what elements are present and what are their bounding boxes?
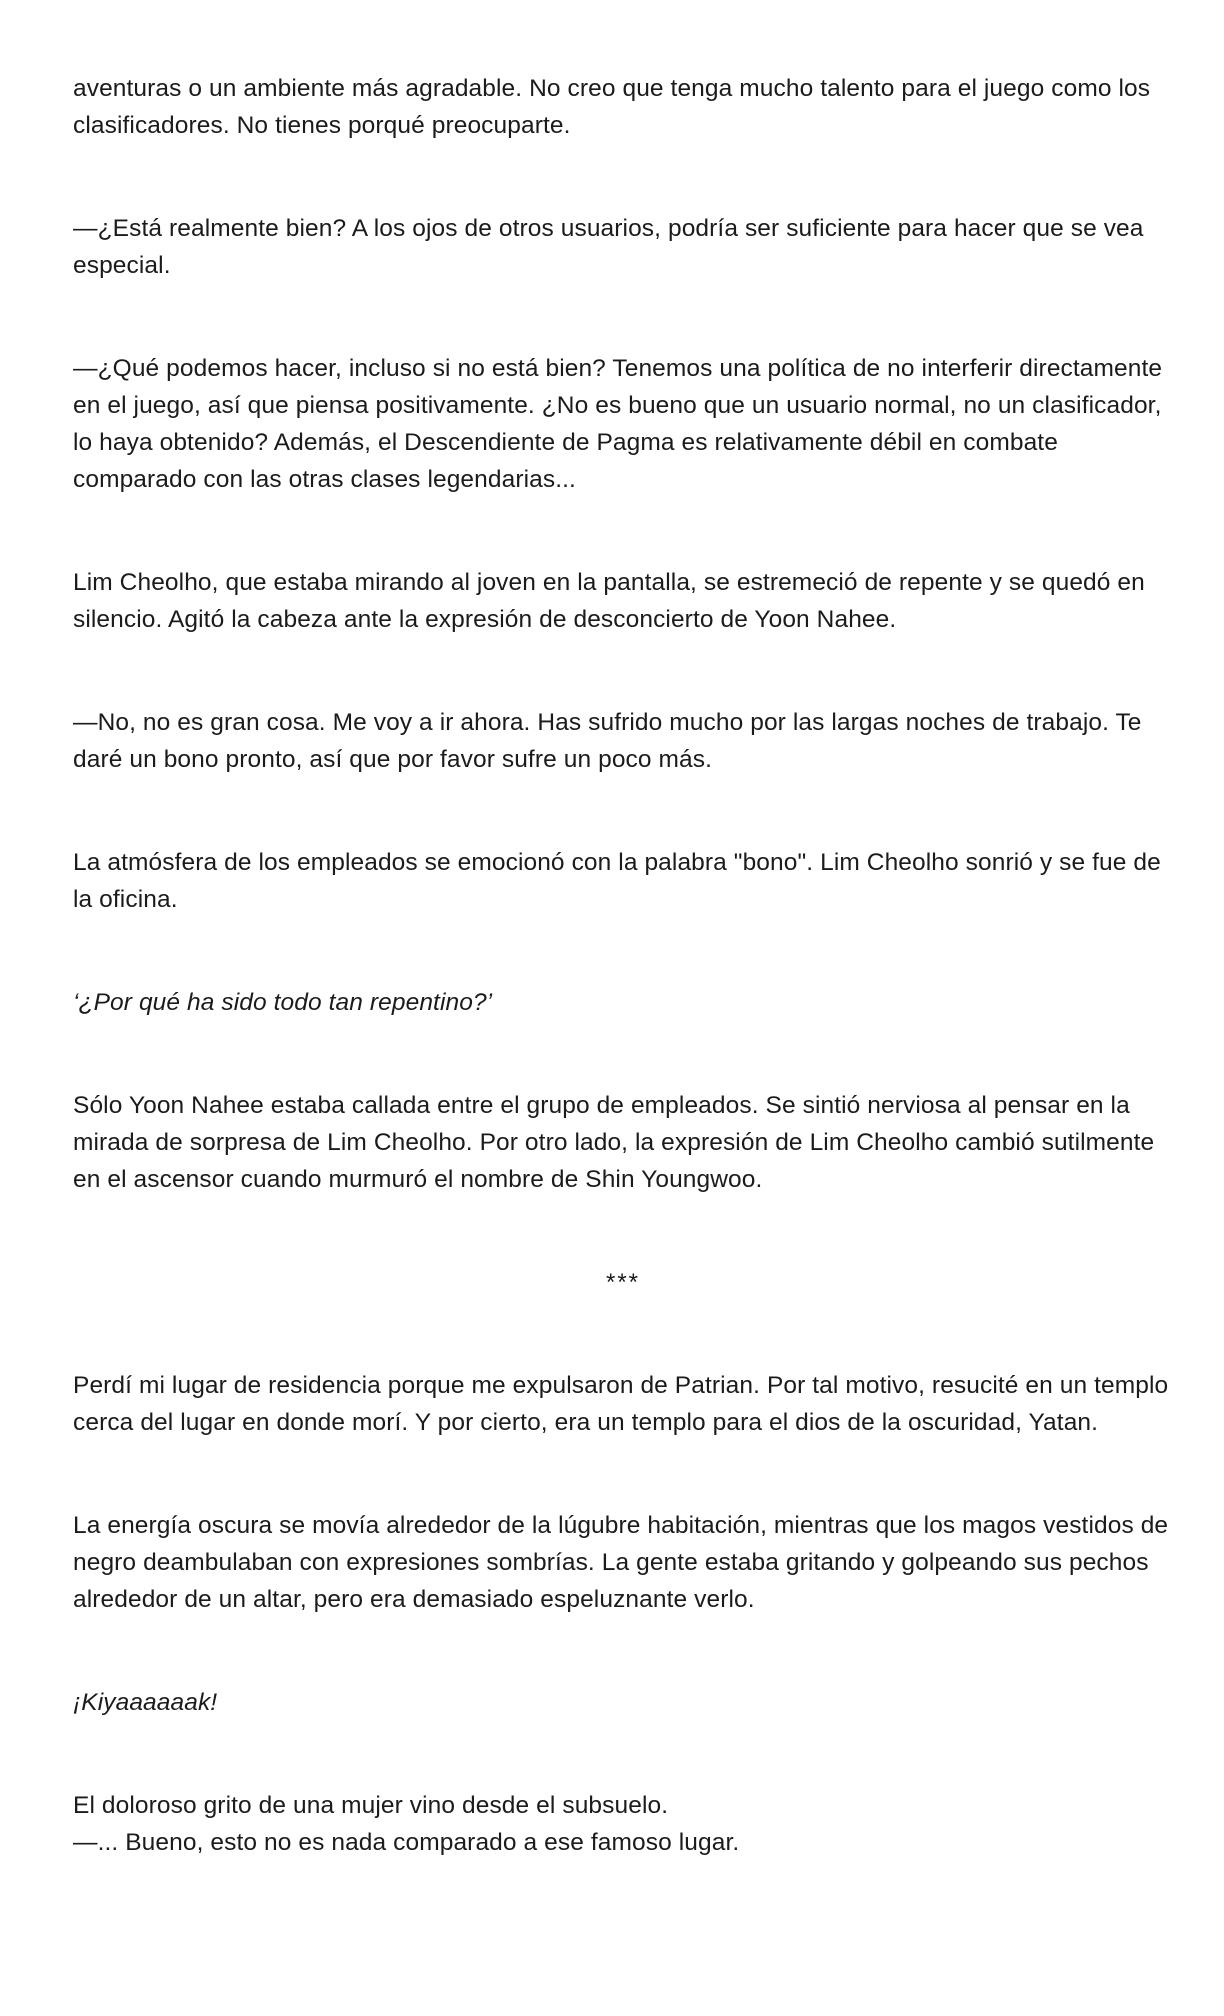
paragraph: aventuras o un ambiente más agradable. No creo que tenga mucho talento para el juego como los clasificadores. No tienes porqué preocuparte. — [73, 75, 1151, 139]
paragraph: La atmósfera de los empleados se emocionó con la palabra "bono". Lim Cheolho sonrió y se fue de la oficina. — [73, 849, 1161, 913]
paragraph: La energía oscura se movía alrededor de la lúgubre habitación, mientras que los magos vestidos de negro deambulaban con expresiones sombrías. La gente estaba gritando y golpeando sus pechos alrededor de un altar, pero era demasiado espeluznante verlo. — [73, 1512, 1169, 1613]
document-page — [73, 70, 1173, 1861]
paragraph: —... Bueno, esto no es nada comparado a ese famoso lugar. — [73, 1829, 740, 1856]
paragraph: Lim Cheolho, que estaba mirando al joven en la pantalla, se estremeció de repente y se quedó en silencio. Agitó la cabeza ante la expresión de desconcierto de Yoon Nahee. — [73, 569, 1145, 633]
section-separator: *** — [605, 1269, 641, 1296]
paragraph: —¿Qué podemos hacer, incluso si no está bien? Tenemos una política de no interferir directamente en el juego, así que piensa positivamente. ¿No es bueno que un usuario normal, no un clasificador, lo haya obtenido? Además, el Descendiente de Pagma es relativamente débil en combate comparado con las otras clases legendarias... — [73, 355, 1163, 493]
paragraph: Sólo Yoon Nahee estaba callada entre el grupo de empleados. Se sintió nerviosa al pensar en la mirada de sorpresa de Lim Cheolho. Por otro lado, la expresión de Lim Cheolho cambió sutilmente en el ascensor cuando murmuró el nombre de Shin Youngwoo. — [73, 1092, 1155, 1193]
paragraph: Perdí mi lugar de residencia porque me expulsaron de Patrian. Por tal motivo, resucité en un templo cerca del lugar en donde morí. Y por cierto, era un templo para el dios de la oscuridad, Yatan. — [73, 1372, 1169, 1436]
paragraph: El doloroso grito de una mujer vino desde el subsuelo. — [73, 1792, 669, 1819]
italic-scream: ¡Kiyaaaaaak! — [73, 1689, 218, 1716]
paragraph: —No, no es gran cosa. Me voy a ir ahora. Has sufrido mucho por las largas noches de trabajo. Te daré un bono pronto, así que por favor sufre un poco más. — [73, 709, 1142, 773]
italic-thought: ‘¿Por qué ha sido todo tan repentino?’ — [73, 989, 493, 1016]
paragraph: —¿Está realmente bien? A los ojos de otros usuarios, podría ser suficiente para hacer que se vea especial. — [73, 215, 1144, 279]
